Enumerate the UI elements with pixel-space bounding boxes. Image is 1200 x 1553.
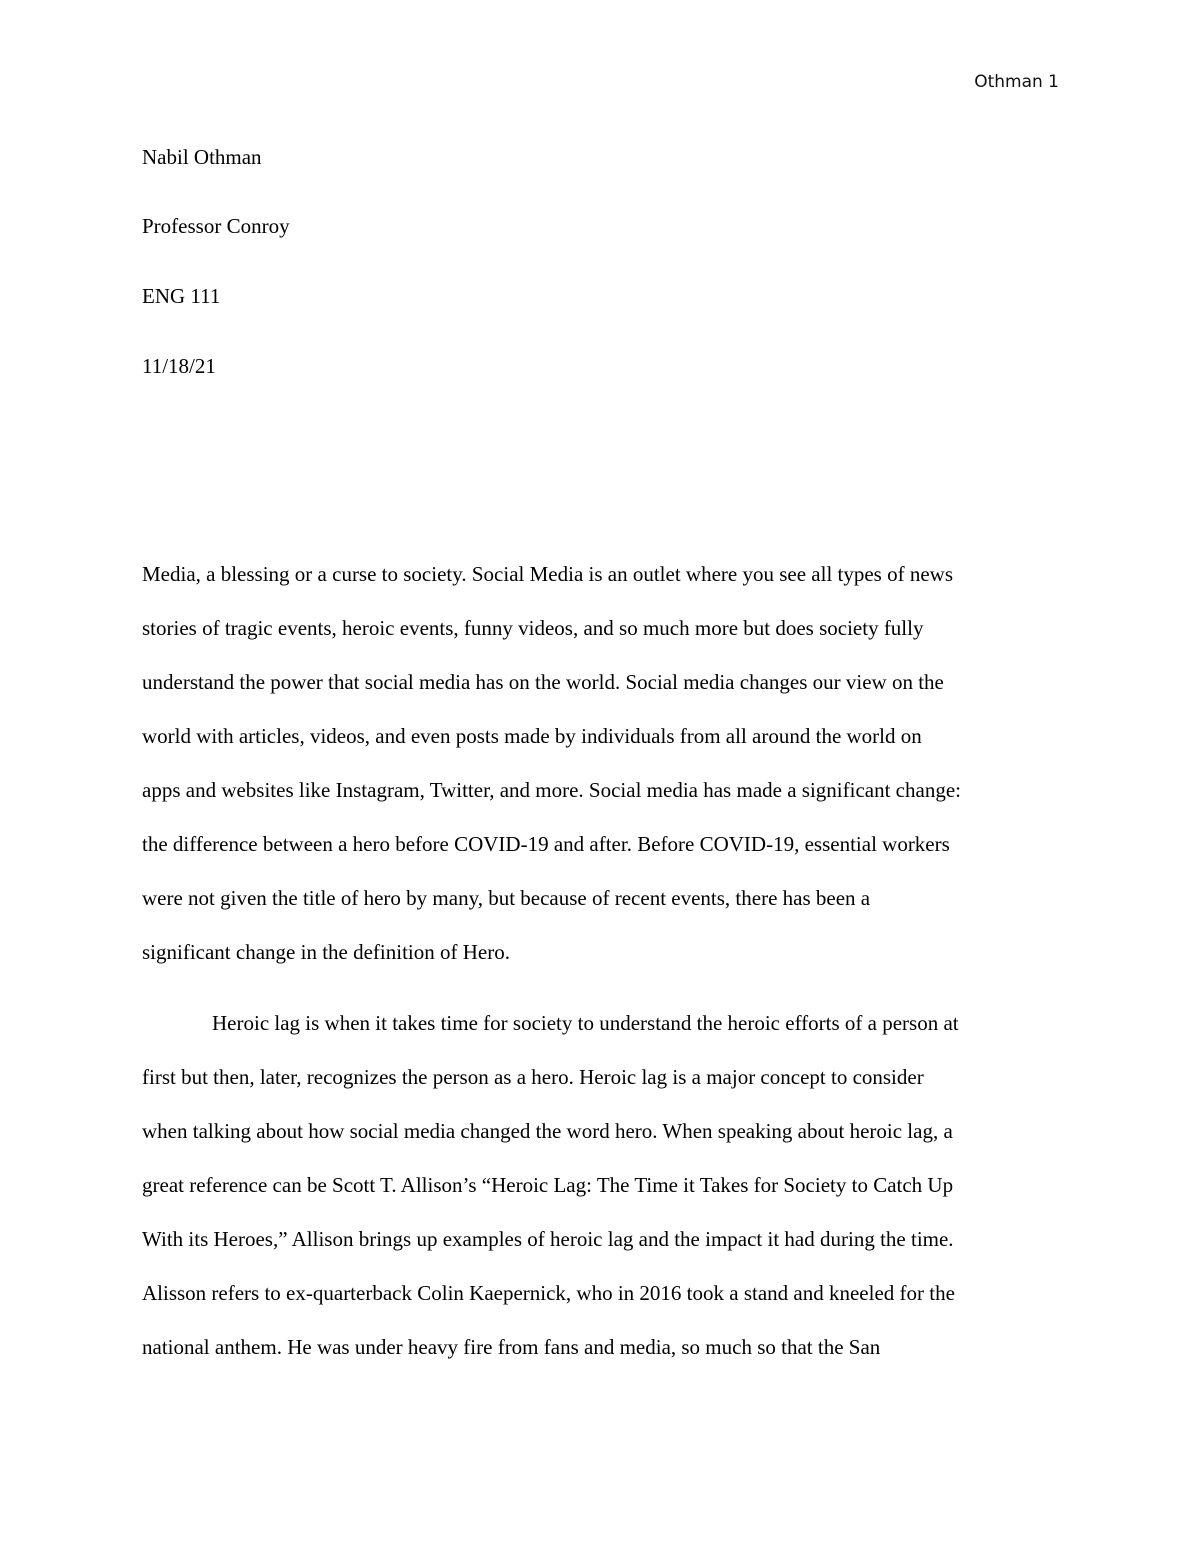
paragraph-1-line: the difference between a hero before COVID-19 and after. Before COVID-19, essential workers bbox=[142, 832, 950, 856]
paragraph-2-line: Alisson refers to ex-quarterback Colin Kaepernick, who in 2016 took a stand and kneeled for the bbox=[142, 1281, 955, 1305]
paragraph-1-line: were not given the title of hero by many, but because of recent events, there has been a bbox=[142, 886, 871, 910]
paragraph-1-line: apps and websites like Instagram, Twitter, and more. Social media has made a significant change: bbox=[142, 778, 961, 802]
paragraph-1-line: significant change in the definition of Hero. bbox=[142, 940, 510, 964]
paragraph-2-line: national anthem. He was under heavy fire from fans and media, so much so that the San bbox=[142, 1335, 881, 1359]
author-name: Nabil Othman bbox=[142, 145, 262, 169]
paragraph-2-line: when talking about how social media changed the word hero. When speaking about heroic lag, a bbox=[142, 1119, 953, 1143]
date: 11/18/21 bbox=[142, 354, 216, 378]
running-head: Othman 1 bbox=[974, 72, 1059, 92]
paragraph-1-line: world with articles, videos, and even posts made by individuals from all around the world on bbox=[142, 724, 922, 748]
paragraph-1-line: stories of tragic events, heroic events, funny videos, and so much more but does society fully bbox=[142, 616, 924, 640]
paragraph-1-line: Media, a blessing or a curse to society. Social Media is an outlet where you see all types of news bbox=[142, 562, 954, 586]
instructor-name: Professor Conroy bbox=[142, 214, 290, 238]
paragraph-2-line: Heroic lag is when it takes time for society to understand the heroic efforts of a person at bbox=[212, 1011, 959, 1035]
paragraph-2-line: first but then, later, recognizes the person as a hero. Heroic lag is a major concept to consider bbox=[142, 1065, 924, 1089]
paragraph-2-line: great reference can be Scott T. Allison’s “Heroic Lag: The Time it Takes for Society to Catch Up bbox=[142, 1173, 954, 1197]
paragraph-1-line: understand the power that social media has on the world. Social media changes our view on the bbox=[142, 670, 944, 694]
paragraph-2-line: With its Heroes,” Allison brings up examples of heroic lag and the impact it had during the time. bbox=[142, 1227, 954, 1251]
course-name: ENG 111 bbox=[142, 284, 221, 308]
